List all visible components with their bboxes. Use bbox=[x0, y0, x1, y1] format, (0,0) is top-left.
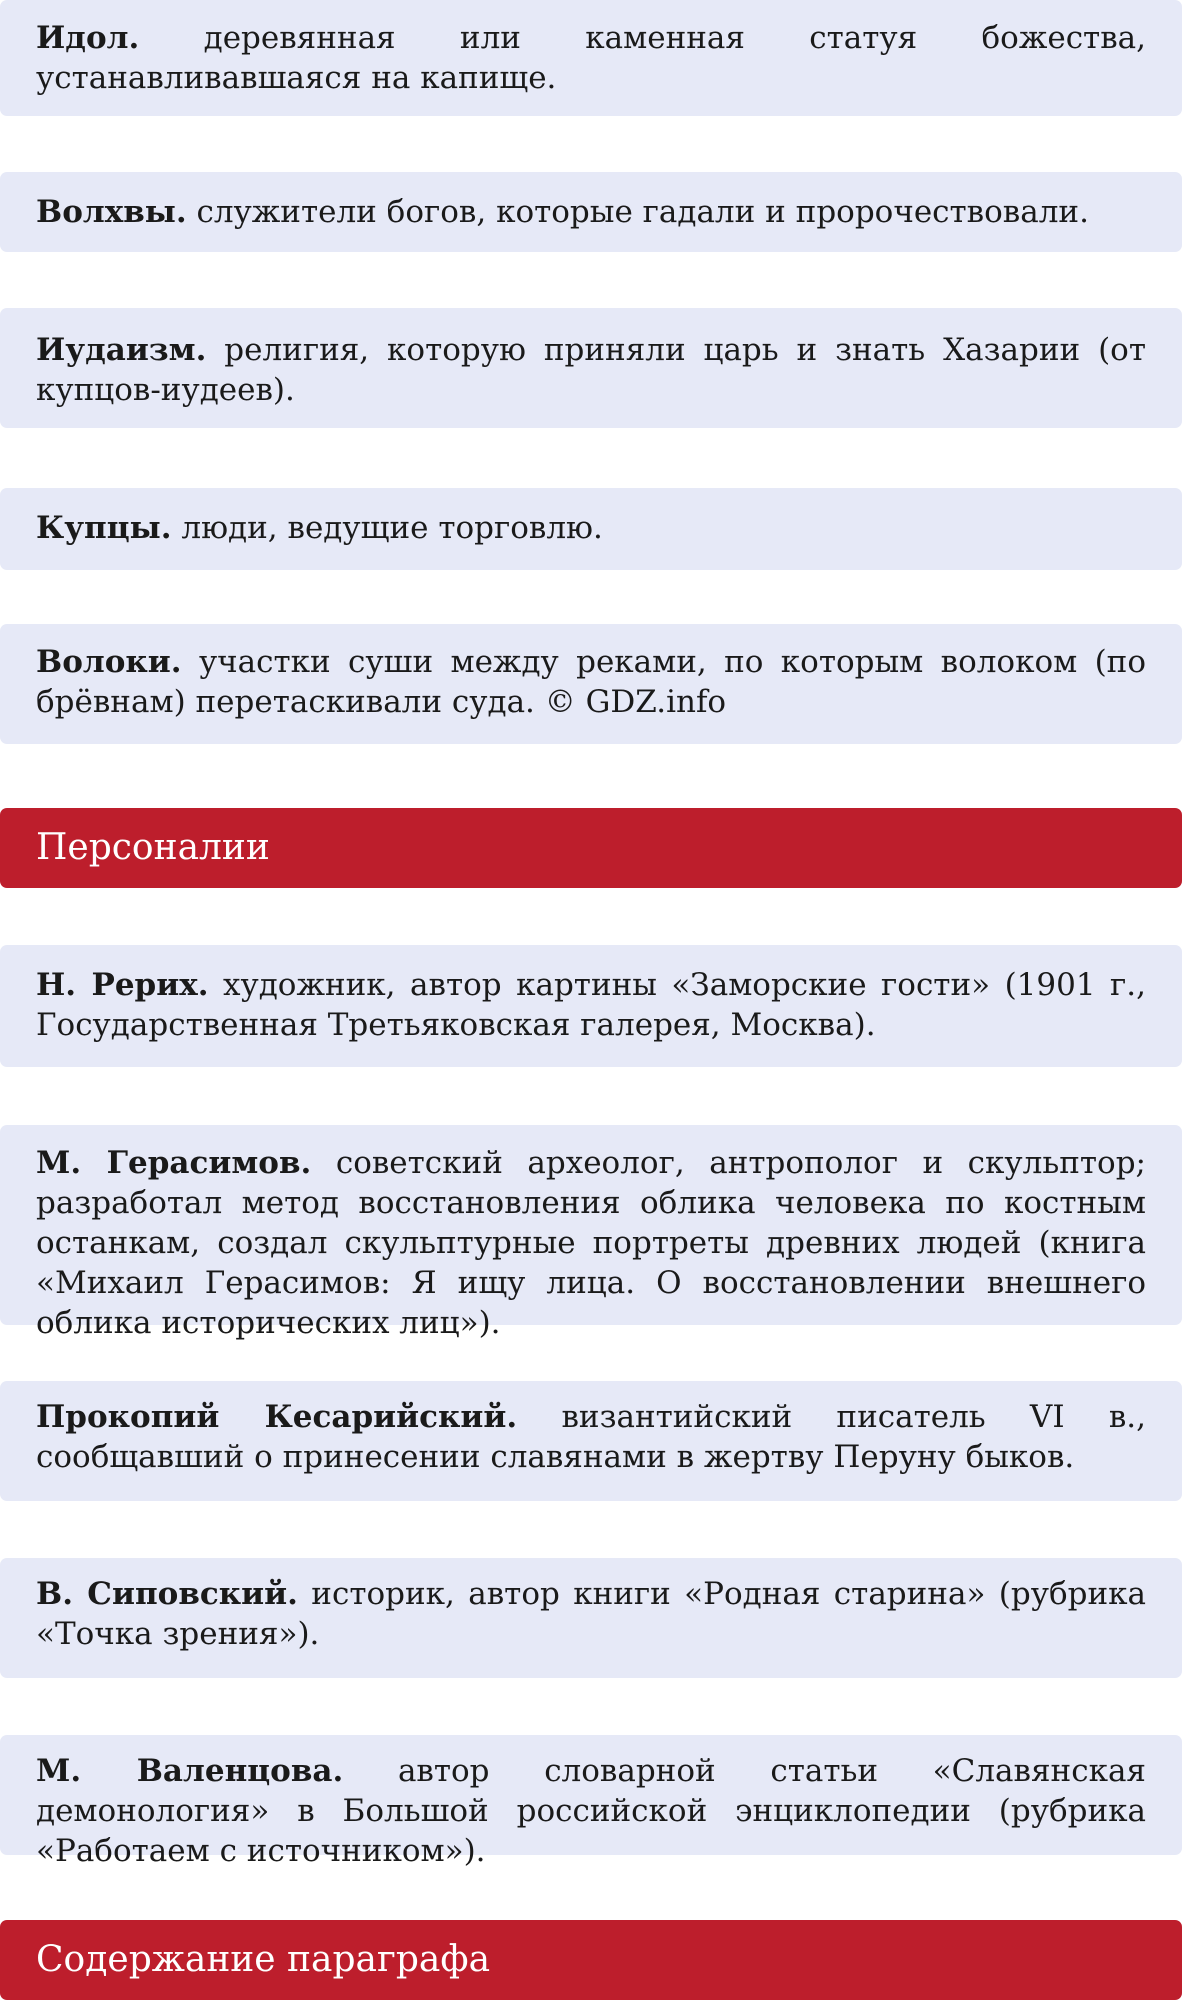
person-name: В. Сиповский. bbox=[36, 1576, 298, 1612]
section-header-contents bbox=[0, 1920, 1182, 2000]
person-description: художник, автор картины «Заморские гости» (1901 г., Государственная Третьяковская галерея, Москва). bbox=[36, 967, 1146, 1043]
term-card bbox=[0, 172, 1182, 252]
person-description: византийский писатель VI в., сообщавший о принесении славянами в жертву Перуну быков. bbox=[36, 1399, 1146, 1475]
person-card bbox=[0, 1735, 1182, 1869]
term-card bbox=[0, 308, 1182, 428]
term-card bbox=[0, 488, 1182, 570]
term-title: Волоки. bbox=[36, 644, 182, 680]
person-card bbox=[0, 1558, 1182, 1678]
term-definition: религия, которую приняли царь и знать Хазарии (от купцов-иудеев). bbox=[36, 332, 1146, 408]
term-card bbox=[0, 624, 1182, 744]
term-title: Идол. bbox=[36, 20, 140, 56]
person-name: М. Герасимов. bbox=[36, 1145, 312, 1181]
person-card bbox=[0, 1125, 1182, 1341]
person-card bbox=[0, 945, 1182, 1067]
term-definition: деревянная или каменная статуя божества, устанавливавшаяся на капище. bbox=[36, 20, 1146, 96]
section-title: Персоналии bbox=[36, 827, 270, 868]
person-description: историк, автор книги «Родная старина» (рубрика «Точка зрения»). bbox=[36, 1576, 1146, 1652]
term-definition: участки суши между реками, по которым волоком (по брёвнам) перетаскивали суда. © GDZ.info bbox=[36, 644, 1146, 720]
term-definition: люди, ведущие торговлю. bbox=[181, 510, 603, 546]
person-description: советский археолог, антрополог и скульптор; разработал метод восстановления облика человека по костным останкам, создал скульптурные портреты древних людей (книга «Михаил Герасимов: Я ищу лица. О восстановлении внешнего облика исторических лиц»). bbox=[36, 1145, 1146, 1341]
term-definition: служители богов, которые гадали и пророчествовали. bbox=[196, 194, 1089, 230]
person-description: автор словарной статьи «Славянская демонология» в Большой российской энциклопедии (рубрика «Работаем с источником»). bbox=[36, 1753, 1146, 1869]
term-title: Купцы. bbox=[36, 510, 172, 546]
section-header-personalities bbox=[0, 808, 1182, 888]
term-title: Иудаизм. bbox=[36, 332, 207, 368]
person-name: М. Валенцова. bbox=[36, 1753, 344, 1789]
term-title: Волхвы. bbox=[36, 194, 187, 230]
term-card bbox=[0, 0, 1182, 116]
section-title: Содержание параграфа bbox=[36, 1939, 491, 1980]
person-name: Н. Рерих. bbox=[36, 967, 209, 1003]
person-name: Прокопий Кесарийский. bbox=[36, 1399, 518, 1435]
person-card bbox=[0, 1381, 1182, 1501]
